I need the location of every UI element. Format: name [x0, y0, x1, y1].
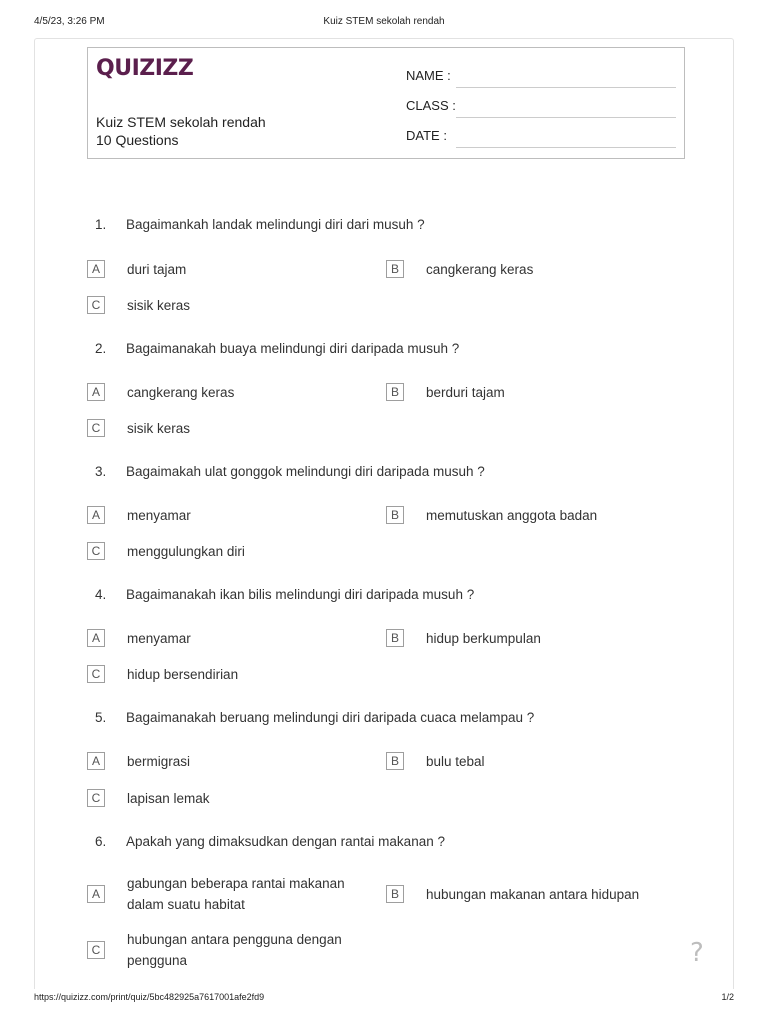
option-key: B [386, 383, 404, 401]
option-key: A [87, 629, 105, 647]
option-text: hidup berkumpulan [426, 631, 541, 646]
question-number: 4. [95, 587, 107, 602]
option-key: A [87, 506, 105, 524]
option-text: lapisan lemak [127, 791, 210, 806]
option-key: B [386, 260, 404, 278]
date-field[interactable] [406, 124, 676, 148]
question-text: Bagaimanakah beruang melindungi diri daripada cuaca melampau ? [126, 710, 535, 725]
option-text: duri tajam [127, 262, 187, 277]
quiz-sheet [34, 38, 734, 989]
question-text: Bagaimanakah ikan bilis melindungi diri daripada musuh ? [126, 587, 475, 602]
class-line [456, 117, 676, 118]
print-title: Kuiz STEM sekolah rendah [323, 16, 445, 27]
name-line [456, 87, 676, 88]
question-number: 3. [95, 464, 107, 479]
print-date: 4/5/23, 3:26 PM [34, 16, 105, 27]
option-key: C [87, 542, 105, 560]
name-label: NAME : [406, 68, 451, 83]
question-text: Bagaimakah ulat gonggok melindungi diri daripada musuh ? [126, 464, 485, 479]
option-key: B [386, 885, 404, 903]
option-key: C [87, 419, 105, 437]
option-text: bulu tebal [426, 754, 485, 769]
date-line [456, 147, 676, 148]
option-key: B [386, 506, 404, 524]
option-key: A [87, 383, 105, 401]
option-text: hidup bersendirian [127, 667, 239, 682]
question-text: Bagaimanakah buaya melindungi diri daripada musuh ? [126, 341, 460, 356]
option-text-line1: hubungan antara pengguna dengan [127, 932, 342, 947]
question-number: 1. [95, 217, 107, 232]
option-key: A [87, 752, 105, 770]
option-text: sisik keras [127, 421, 191, 436]
option-text-line2: pengguna [127, 953, 188, 968]
option-text: memutuskan anggota badan [426, 508, 598, 523]
class-field[interactable] [406, 94, 676, 118]
option-text: menggulungkan diri [127, 544, 245, 559]
option-text-line2: dalam suatu habitat [127, 897, 245, 912]
question-number: 5. [95, 710, 107, 725]
option-text-line1: gabungan beberapa rantai makanan [127, 876, 345, 891]
help-icon[interactable]: ? [690, 938, 704, 968]
quizizz-logo: QUIZIZZ [96, 56, 194, 81]
option-text: menyamar [127, 508, 191, 523]
quiz-header-box [87, 47, 685, 159]
option-text: berduri tajam [426, 385, 505, 400]
option-text: cangkerang keras [127, 385, 235, 400]
print-url: https://quizizz.com/print/quiz/5bc482925a7617001afe2fd9 [34, 992, 265, 1002]
question-text: Bagaimankah landak melindungi diri dari musuh ? [126, 217, 425, 232]
page-number: 1/2 [721, 992, 734, 1002]
option-key: B [386, 752, 404, 770]
option-key: B [386, 629, 404, 647]
option-text: bermigrasi [127, 754, 191, 769]
option-key: C [87, 941, 105, 959]
option-key: A [87, 260, 105, 278]
quiz-title: Kuiz STEM sekolah rendah [96, 114, 266, 130]
option-text: hubungan makanan antara hidupan [426, 887, 640, 902]
question-text: Apakah yang dimaksudkan dengan rantai makanan ? [126, 834, 445, 849]
date-label: DATE : [406, 128, 447, 143]
option-text: menyamar [127, 631, 191, 646]
option-text: sisik keras [127, 298, 191, 313]
option-key: C [87, 296, 105, 314]
question-number: 6. [95, 834, 107, 849]
question-number: 2. [95, 341, 107, 356]
question-count: 10 Questions [96, 132, 179, 148]
class-label: CLASS : [406, 98, 456, 113]
name-field[interactable] [406, 64, 676, 88]
option-text: cangkerang keras [426, 262, 534, 277]
option-key: C [87, 665, 105, 683]
option-key: C [87, 789, 105, 807]
option-key: A [87, 885, 105, 903]
